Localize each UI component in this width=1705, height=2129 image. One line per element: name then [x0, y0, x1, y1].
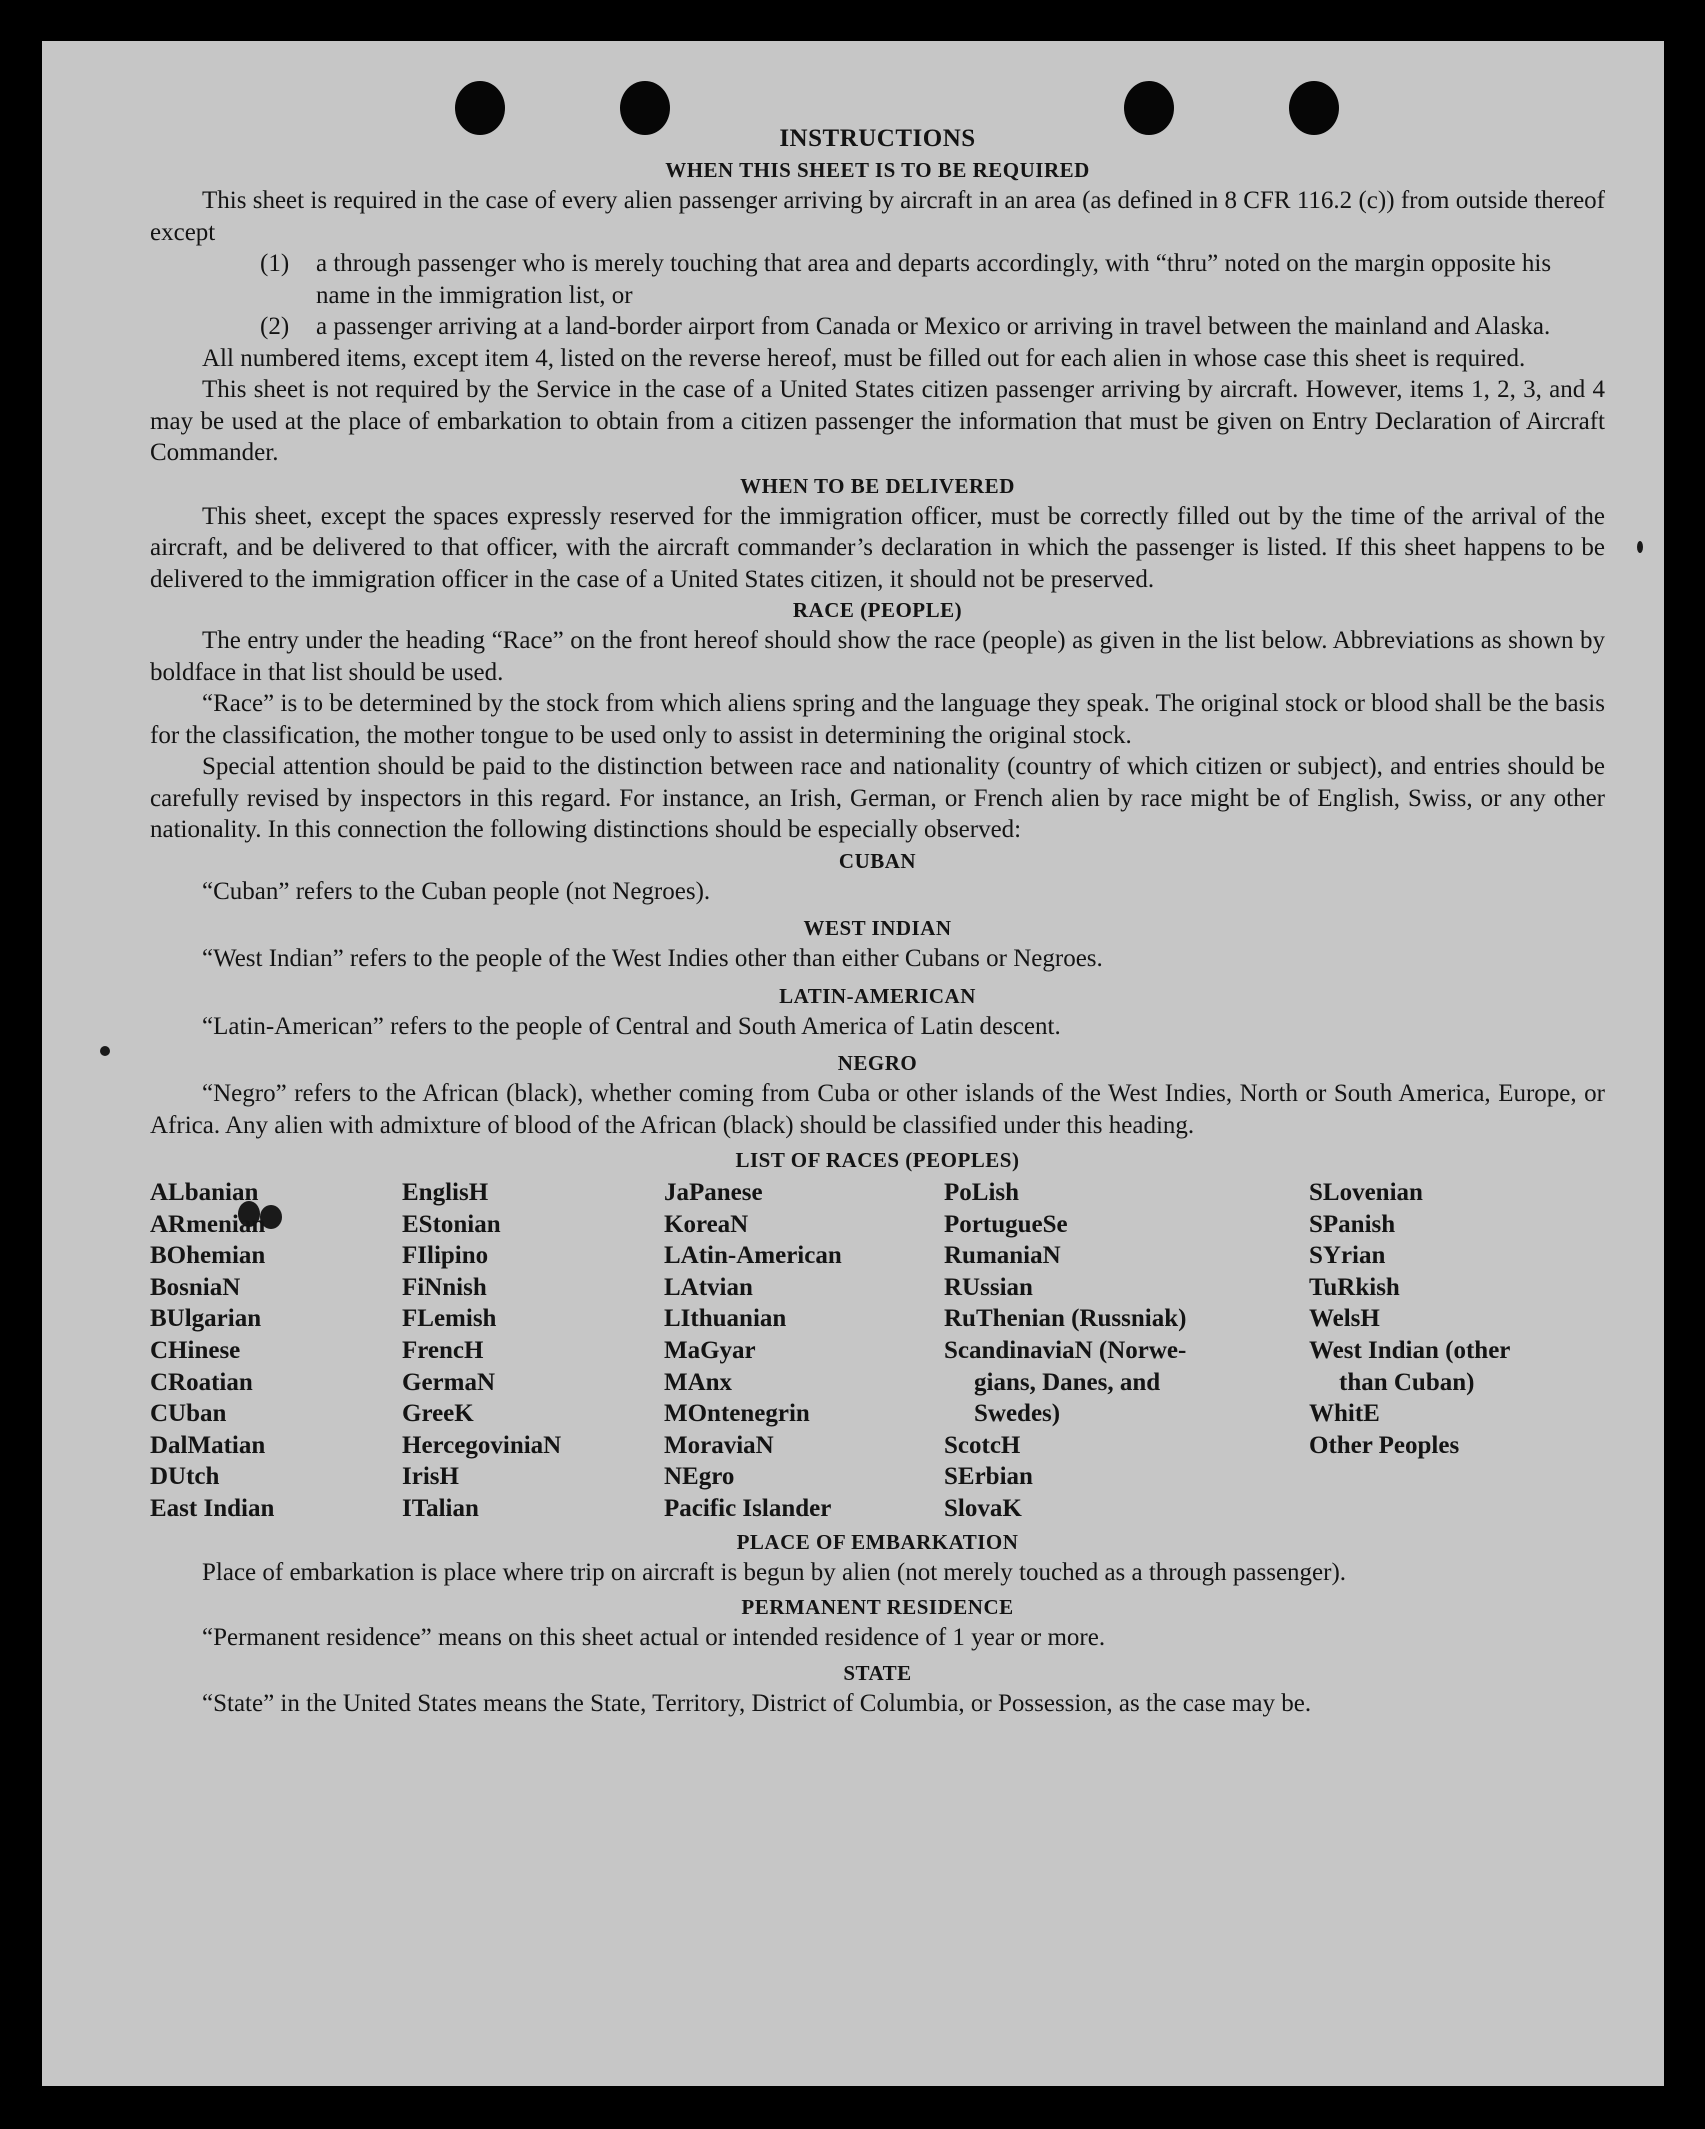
race-entry: EStonian	[402, 1210, 501, 1238]
heading-state: STATE	[843, 1660, 912, 1685]
ink-blot	[1637, 541, 1643, 553]
race-entry: BOhemian	[150, 1242, 266, 1270]
heading-when-delivered: WHEN TO BE DELIVERED	[740, 473, 1015, 498]
race-entry: ALbanian	[150, 1179, 259, 1206]
race-entry-continuation: Swedes)	[974, 1400, 1061, 1428]
heading-list-of-races: LIST OF RACES (PEOPLES)	[735, 1148, 1020, 1172]
race-entry: RumaniaN	[944, 1242, 1061, 1270]
race-entry: West Indian (other	[1309, 1336, 1511, 1364]
race-column-3	[664, 1177, 944, 1525]
paragraph-permanent-residence: “Permanent residence” means on this sheet actual or intended residence of 1 year or more.	[202, 1624, 1106, 1652]
instructions-title: INSTRUCTIONS	[779, 125, 976, 152]
race-entry: CHinese	[150, 1336, 241, 1364]
instructions-body	[150, 123, 1605, 1719]
race-entry: Pacific Islander	[664, 1494, 832, 1522]
race-entry: IrisH	[402, 1463, 459, 1491]
race-entry: RUssian	[944, 1273, 1033, 1301]
race-entry: MaGyar	[664, 1336, 756, 1364]
race-entry: SLovenian	[1309, 1179, 1423, 1206]
race-entry: MOntenegrin	[664, 1400, 810, 1428]
race-entry: FIlipino	[402, 1242, 489, 1270]
heading-race: RACE (PEOPLE)	[792, 598, 963, 622]
race-entry: CRoatian	[150, 1368, 253, 1396]
race-entry: WhitE	[1309, 1400, 1380, 1428]
race-entry: FrencH	[402, 1336, 484, 1364]
race-entry: GreeK	[402, 1400, 474, 1428]
race-entry: SPanish	[1309, 1210, 1396, 1238]
heading-west-indian: WEST INDIAN	[803, 916, 952, 940]
paragraph-race-3: Special attention should be paid to the distinction between race and nationality (country of which citizen or subject), and entries should be carefully revised by inspectors in this regard. For instance, an Irish, German, or French alien by race might be of English, Swiss, or any other nationality. In this connection the following distinctions should be especially observed:	[150, 753, 1605, 843]
heading-latin-american: LATIN-AMERICAN	[779, 983, 976, 1008]
race-entry: Other Peoples	[1309, 1431, 1460, 1459]
exception-text: a through passenger who is merely touching that area and departs accordingly, with “thru” noted on the margin opposite his name in the immigration list, or	[316, 250, 1552, 309]
document-sheet	[42, 41, 1664, 2086]
race-entry: JaPanese	[664, 1179, 763, 1206]
paragraph-latin-american: “Latin-American” refers to the people of Central and South America of Latin descent.	[202, 1012, 1061, 1040]
paragraph-required-intro: This sheet is required in the case of every alien passenger arriving by aircraft in an area (as defined in 8 CFR 116.2 (c)) from outside thereof except	[150, 187, 1605, 246]
race-list	[150, 1177, 1605, 1525]
race-entry: PortugueSe	[944, 1210, 1068, 1238]
race-entry: BUlgarian	[150, 1305, 262, 1333]
race-entry: TuRkish	[1309, 1273, 1400, 1301]
race-column-4	[944, 1177, 1309, 1525]
paragraph-place-of-embarkation: Place of embarkation is place where trip on aircraft is begun by alien (not merely touched as a through passenger).	[202, 1558, 1347, 1586]
paragraph-state: “State” in the United States means the State, Territory, District of Columbia, or Possession, as the case may be.	[202, 1689, 1312, 1717]
paragraph-negro: “Negro” refers to the African (black), whether coming from Cuba or other islands of the West Indies, North or South America, Europe, or Africa. Any alien with admixture of blood of the African (black) should be classified under this heading.	[150, 1080, 1605, 1139]
race-entry: ScotcH	[944, 1431, 1021, 1459]
race-entry-continuation: than Cuban)	[1339, 1368, 1475, 1396]
race-entry: FLemish	[402, 1305, 497, 1333]
paragraph-west-indian: “West Indian” refers to the people of the West Indies other than either Cubans or Negroes.	[202, 945, 1103, 972]
race-entry: SYrian	[1309, 1242, 1386, 1270]
race-entry: KoreaN	[664, 1210, 749, 1238]
heading-when-required: WHEN THIS SHEET IS TO BE REQUIRED	[665, 158, 1090, 182]
race-entry: HercegoviniaN	[402, 1431, 562, 1459]
race-entry: MAnx	[664, 1368, 733, 1396]
heading-place-of-embarkation: PLACE OF EMBARKATION	[736, 1529, 1019, 1554]
race-entry-continuation: gians, Danes, and	[974, 1368, 1161, 1396]
race-entry: SErbian	[944, 1463, 1033, 1491]
exception-text: a passenger arriving at a land-border airport from Canada or Mexico or arriving in travel between the mainland and Alaska.	[316, 313, 1551, 340]
paragraph-when-delivered: This sheet, except the spaces expressly reserved for the immigration officer, must be correctly filled out by the time of the arrival of the aircraft, and be delivered to that officer, with the aircraft commander’s declaration in which the passenger is listed. If this sheet happens to be delivered to the immigration officer in the case of a United States citizen, it should not be preserved.	[150, 502, 1605, 593]
heading-negro: NEGRO	[837, 1051, 918, 1075]
paragraph-not-required: This sheet is not required by the Service in the case of a United States citizen passenger arriving by aircraft. However, items 1, 2, 3, and 4 may be used at the place of embarkation to obtain from a citizen passenger the information that must be given on Entry Declaration of Aircraft Commander.	[150, 376, 1605, 466]
heading-cuban: CUBAN	[838, 848, 917, 873]
race-entry: DUtch	[150, 1463, 220, 1491]
exception-number: (2)	[260, 313, 290, 340]
race-entry: CUban	[150, 1400, 227, 1428]
race-column-5	[1309, 1177, 1605, 1525]
paragraph-race-1: The entry under the heading “Race” on the front hereof should show the race (people) as given in the list below. Abbreviations as shown by boldface in that list should be used.	[150, 627, 1605, 686]
race-entry: EnglisH	[402, 1179, 489, 1206]
exception-item	[260, 248, 1605, 311]
race-column-1	[150, 1177, 402, 1525]
race-entry: ITalian	[402, 1494, 479, 1522]
race-entry: FiNnish	[402, 1273, 487, 1301]
race-entry: LIthuanian	[664, 1305, 787, 1333]
race-entry: BosniaN	[150, 1273, 241, 1301]
paragraph-cuban: “Cuban” refers to the Cuban people (not Negroes).	[202, 877, 711, 905]
paragraph-race-2: “Race” is to be determined by the stock from which aliens spring and the language they speak. The original stock or blood shall be the basis for the classification, the mother tongue to be used only to assist in determining the original stock.	[150, 690, 1605, 749]
race-entry: MoraviaN	[664, 1431, 774, 1459]
exception-number: (1)	[260, 250, 290, 277]
race-column-2	[402, 1177, 664, 1525]
race-entry: SlovaK	[944, 1494, 1022, 1522]
paragraph-numbered-items: All numbered items, except item 4, listed on the reverse hereof, must be filled out for each alien in whose case this sheet is required.	[202, 344, 1526, 372]
race-entry: LAtin-American	[664, 1242, 842, 1270]
race-entry: PoLish	[944, 1179, 1020, 1206]
race-entry: ARmenian	[150, 1210, 266, 1238]
race-entry: ScandinaviaN (Norwe-	[944, 1336, 1187, 1364]
heading-permanent-residence: PERMANENT RESIDENCE	[741, 1595, 1014, 1620]
race-entry: RuThenian (Russniak)	[944, 1305, 1187, 1333]
race-entry: East Indian	[150, 1494, 275, 1522]
exception-item	[260, 311, 1605, 343]
race-entry: DalMatian	[150, 1431, 266, 1459]
race-entry: GermaN	[402, 1368, 496, 1396]
race-entry: NEgro	[664, 1463, 735, 1491]
ink-blot	[100, 1046, 110, 1056]
race-entry: LAtvian	[664, 1273, 753, 1301]
race-entry: WelsH	[1309, 1305, 1380, 1333]
